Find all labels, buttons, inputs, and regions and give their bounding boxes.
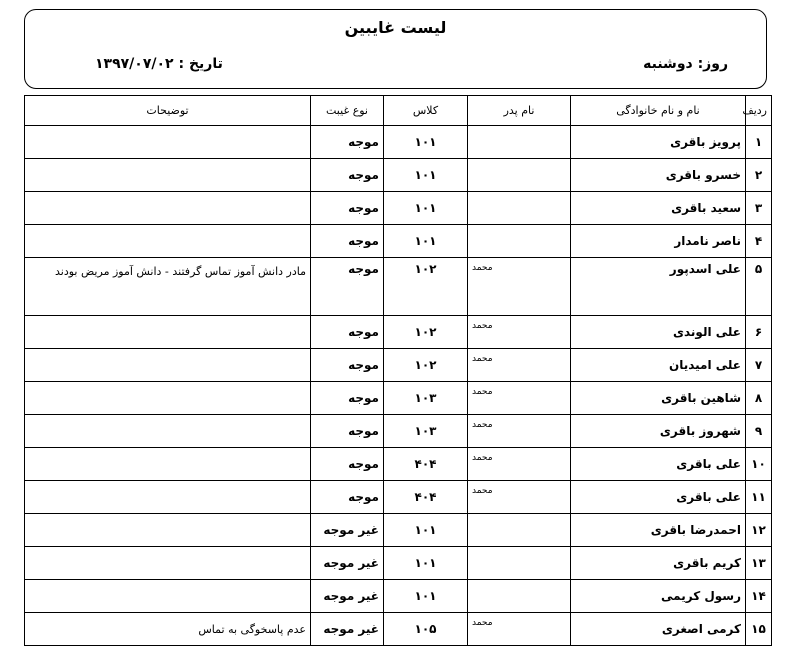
father-name-cell — [468, 159, 571, 192]
father-name-cell: محمد — [468, 258, 571, 316]
row-number-cell: ۲ — [746, 159, 772, 192]
row-number-cell: ۱۰ — [746, 448, 772, 481]
column-header-father-name: نام پدر — [468, 96, 571, 126]
full-name-cell: علی الوندی — [571, 316, 746, 349]
class-cell: ۱۰۱ — [384, 192, 468, 225]
report-header — [24, 9, 767, 89]
description-cell — [25, 349, 311, 382]
absence-type-cell: موجه — [311, 159, 384, 192]
class-cell: ۱۰۱ — [384, 580, 468, 613]
father-name-cell: محمد — [468, 448, 571, 481]
table-row — [25, 192, 772, 225]
full-name-cell: کرمی اصغری — [571, 613, 746, 646]
absence-type-cell: موجه — [311, 448, 384, 481]
row-number-cell: ۱۴ — [746, 580, 772, 613]
table-row — [25, 258, 772, 316]
class-cell: ۱۰۲ — [384, 349, 468, 382]
date-label: تاریخ : — [178, 56, 223, 72]
full-name-cell: کریم باقری — [571, 547, 746, 580]
full-name-cell: شهروز باقری — [571, 415, 746, 448]
page-title: لیست غایبین — [344, 18, 447, 37]
father-name-cell — [468, 126, 571, 159]
column-header-full-name: نام و نام خانوادگی — [571, 96, 746, 126]
description-cell — [25, 382, 311, 415]
description-cell — [25, 126, 311, 159]
full-name-cell: شاهین باقری — [571, 382, 746, 415]
row-number-cell: ۱ — [746, 126, 772, 159]
description-cell — [25, 481, 311, 514]
day-value: دوشنبه — [643, 56, 693, 72]
absence-type-cell: غیر موجه — [311, 580, 384, 613]
date-field — [95, 56, 223, 72]
table-row — [25, 159, 772, 192]
description-cell — [25, 192, 311, 225]
absence-type-cell: غیر موجه — [311, 514, 384, 547]
absence-type-cell: موجه — [311, 481, 384, 514]
absence-type-cell: موجه — [311, 192, 384, 225]
table-header-row — [25, 96, 772, 126]
class-cell: ۴۰۴ — [384, 448, 468, 481]
day-field — [643, 56, 728, 72]
table-row — [25, 613, 772, 646]
absence-type-cell: موجه — [311, 316, 384, 349]
row-number-cell: ۶ — [746, 316, 772, 349]
class-cell: ۱۰۳ — [384, 382, 468, 415]
table-row — [25, 448, 772, 481]
father-name-cell: محمد — [468, 316, 571, 349]
description-cell — [25, 415, 311, 448]
class-cell: ۱۰۳ — [384, 415, 468, 448]
description-cell: مادر دانش آموز تماس گرفتند - دانش آموز مریض بودند — [25, 258, 311, 316]
row-number-cell: ۱۱ — [746, 481, 772, 514]
class-cell: ۱۰۱ — [384, 547, 468, 580]
absence-type-cell: موجه — [311, 126, 384, 159]
row-number-cell: ۵ — [746, 258, 772, 316]
description-cell — [25, 159, 311, 192]
full-name-cell: رسول کریمی — [571, 580, 746, 613]
father-name-cell: محمد — [468, 382, 571, 415]
father-name-cell — [468, 547, 571, 580]
class-cell: ۱۰۲ — [384, 316, 468, 349]
class-cell: ۱۰۱ — [384, 514, 468, 547]
description-cell — [25, 580, 311, 613]
column-header-description: توضیحات — [25, 96, 311, 126]
row-number-cell: ۹ — [746, 415, 772, 448]
father-name-cell: محمد — [468, 481, 571, 514]
description-cell — [25, 225, 311, 258]
class-cell: ۱۰۲ — [384, 258, 468, 316]
absence-type-cell: موجه — [311, 415, 384, 448]
class-cell: ۱۰۵ — [384, 613, 468, 646]
father-name-cell: محمد — [468, 349, 571, 382]
full-name-cell: علی باقری — [571, 448, 746, 481]
full-name-cell: علی باقری — [571, 481, 746, 514]
absence-table — [24, 95, 772, 646]
description-cell — [25, 547, 311, 580]
table-row — [25, 580, 772, 613]
full-name-cell: خسرو باقری — [571, 159, 746, 192]
full-name-cell: ناصر نامدار — [571, 225, 746, 258]
full-name-cell: پرویز باقری — [571, 126, 746, 159]
table-row — [25, 547, 772, 580]
father-name-cell — [468, 192, 571, 225]
row-number-cell: ۱۵ — [746, 613, 772, 646]
row-number-cell: ۳ — [746, 192, 772, 225]
date-value: ۱۳۹۷/۰۷/۰۲ — [95, 56, 174, 72]
absence-type-cell: موجه — [311, 349, 384, 382]
father-name-cell: محمد — [468, 415, 571, 448]
father-name-cell — [468, 514, 571, 547]
table-row — [25, 481, 772, 514]
column-header-class: کلاس — [384, 96, 468, 126]
table-row — [25, 415, 772, 448]
class-cell: ۱۰۱ — [384, 225, 468, 258]
class-cell: ۴۰۴ — [384, 481, 468, 514]
table-row — [25, 225, 772, 258]
father-name-cell — [468, 225, 571, 258]
description-cell — [25, 448, 311, 481]
full-name-cell: احمدرضا باقری — [571, 514, 746, 547]
row-number-cell: ۱۳ — [746, 547, 772, 580]
description-cell — [25, 514, 311, 547]
table-row — [25, 316, 772, 349]
absence-type-cell: غیر موجه — [311, 547, 384, 580]
row-number-cell: ۴ — [746, 225, 772, 258]
class-cell: ۱۰۱ — [384, 159, 468, 192]
father-name-cell — [468, 580, 571, 613]
full-name-cell: علی اسدپور — [571, 258, 746, 316]
row-number-cell: ۱۲ — [746, 514, 772, 547]
table-row — [25, 382, 772, 415]
absence-type-cell: موجه — [311, 225, 384, 258]
table-row — [25, 349, 772, 382]
absence-type-cell: غیر موجه — [311, 613, 384, 646]
row-number-cell: ۸ — [746, 382, 772, 415]
table-row — [25, 514, 772, 547]
description-cell: عدم پاسخوگی به تماس — [25, 613, 311, 646]
table-row — [25, 126, 772, 159]
day-label: روز: — [697, 56, 728, 72]
father-name-cell: محمد — [468, 613, 571, 646]
row-number-cell: ۷ — [746, 349, 772, 382]
full-name-cell: علی امیدیان — [571, 349, 746, 382]
class-cell: ۱۰۱ — [384, 126, 468, 159]
column-header-absence-type: نوع غیبت — [311, 96, 384, 126]
absence-type-cell: موجه — [311, 382, 384, 415]
column-header-row-number: ردیف — [746, 96, 772, 126]
description-cell — [25, 316, 311, 349]
absence-type-cell: موجه — [311, 258, 384, 316]
full-name-cell: سعید باقری — [571, 192, 746, 225]
